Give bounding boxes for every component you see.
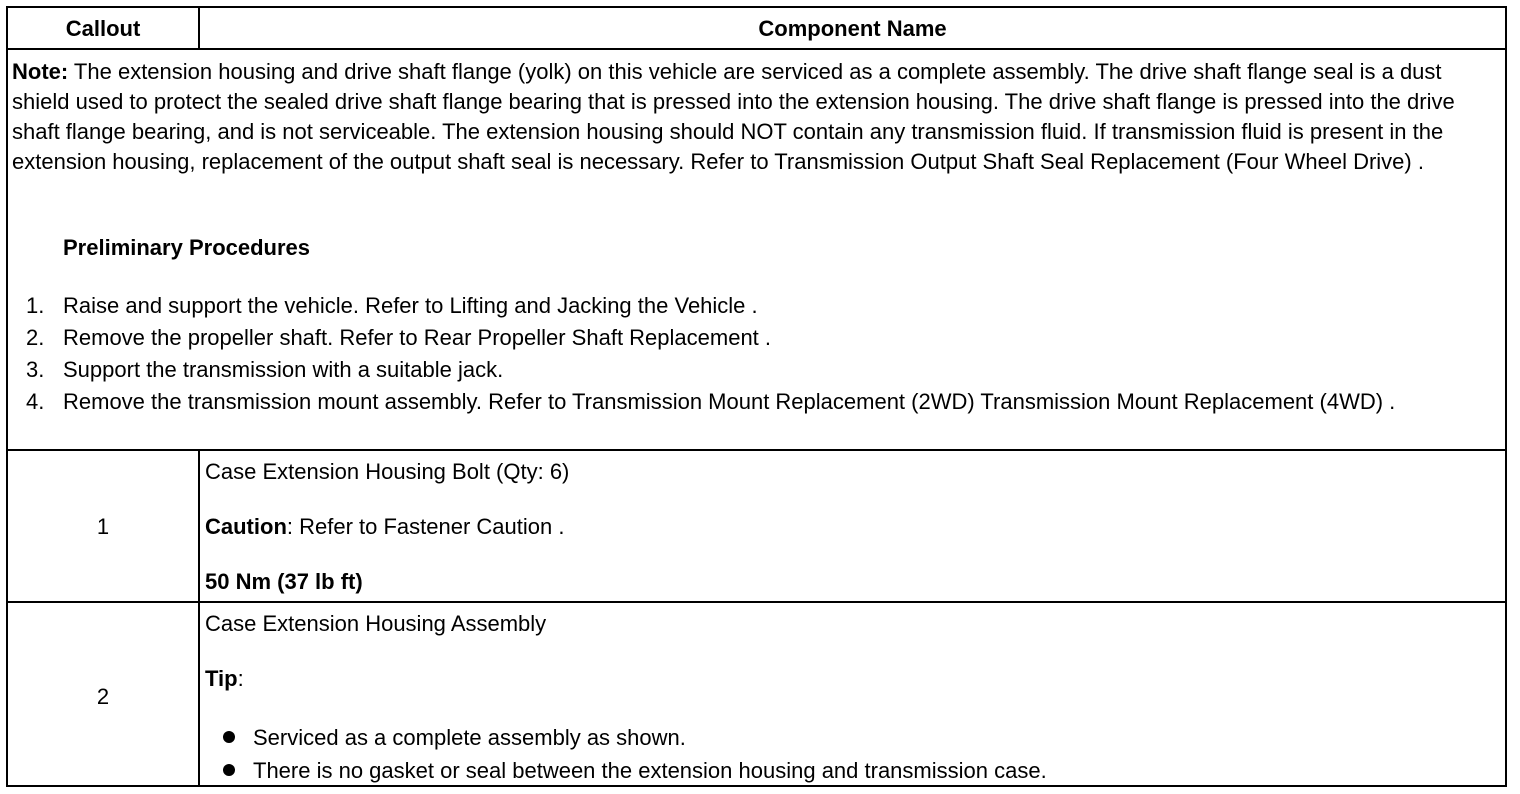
list-item: 3. Support the transmission with a suitable jack. [26,357,504,382]
row2-divider [198,601,200,785]
table-row-callout: 1 [96,514,110,539]
row1-component-name: Case Extension Housing Bolt (Qty: 6) [205,459,570,484]
caution-label: Caution [205,514,287,539]
caution-text: : Refer to Fastener Caution . [286,514,565,539]
row2-component-name: Case Extension Housing Assembly [205,611,547,636]
header-callout: Callout [65,16,141,41]
table-header-row [8,8,1505,50]
note-text: The extension housing and drive shaft flange (yolk) on this vehicle are serviced as a complete assembly. The drive shaft flange seal is a dust shield used to protect the sealed drive shaft flange bearing that is pressed into the extension housing. The drive shaft flange is pressed into the drive shaft flange bearing, and is not serviceable. The extension housing should NOT contain any transmission fluid. If transmission fluid is present in the extension housing, replacement of the output shaft seal is necessary. Refer to Transmission Output Shaft Seal Replacement (Four Wheel Drive) . [12,59,1455,174]
note-label: Note: [12,59,69,84]
preliminary-title: Preliminary Procedures [63,235,311,260]
bullet-icon [223,731,235,743]
preliminary-steps [8,290,1497,418]
note-bottom-rule [8,449,1505,451]
list-item: 4. Remove the transmission mount assembly. Refer to Transmission Mount Replacement (2WD) Transmission Mount Replacement (4WD) . [26,389,1396,414]
list-item: 2. Remove the propeller shaft. Refer to Rear Propeller Shaft Replacement . [26,325,772,350]
row1-bottom-rule [8,601,1505,603]
note-paragraph [12,57,1497,177]
tip-label: Tip [205,666,238,691]
row2-tip [205,666,1497,692]
row2-bullets [205,721,1497,787]
tip-colon: : [237,666,244,691]
procedure-table [6,6,1507,787]
row1-caution [205,514,1497,540]
list-item: 1. Raise and support the vehicle. Refer to Lifting and Jacking the Vehicle . [26,293,758,318]
row1-divider [198,449,200,601]
list-item: Serviced as a complete assembly as shown. [205,721,1497,754]
row1-torque-spec: 50 Nm (37 lb ft) [205,569,363,594]
header-divider [198,8,200,50]
header-component-name: Component Name [758,16,947,41]
bullet-icon [223,764,235,776]
table-row-callout: 2 [96,684,110,709]
header-bottom-rule [8,48,1505,50]
list-item: There is no gasket or seal between the extension housing and transmission case. [205,754,1497,787]
